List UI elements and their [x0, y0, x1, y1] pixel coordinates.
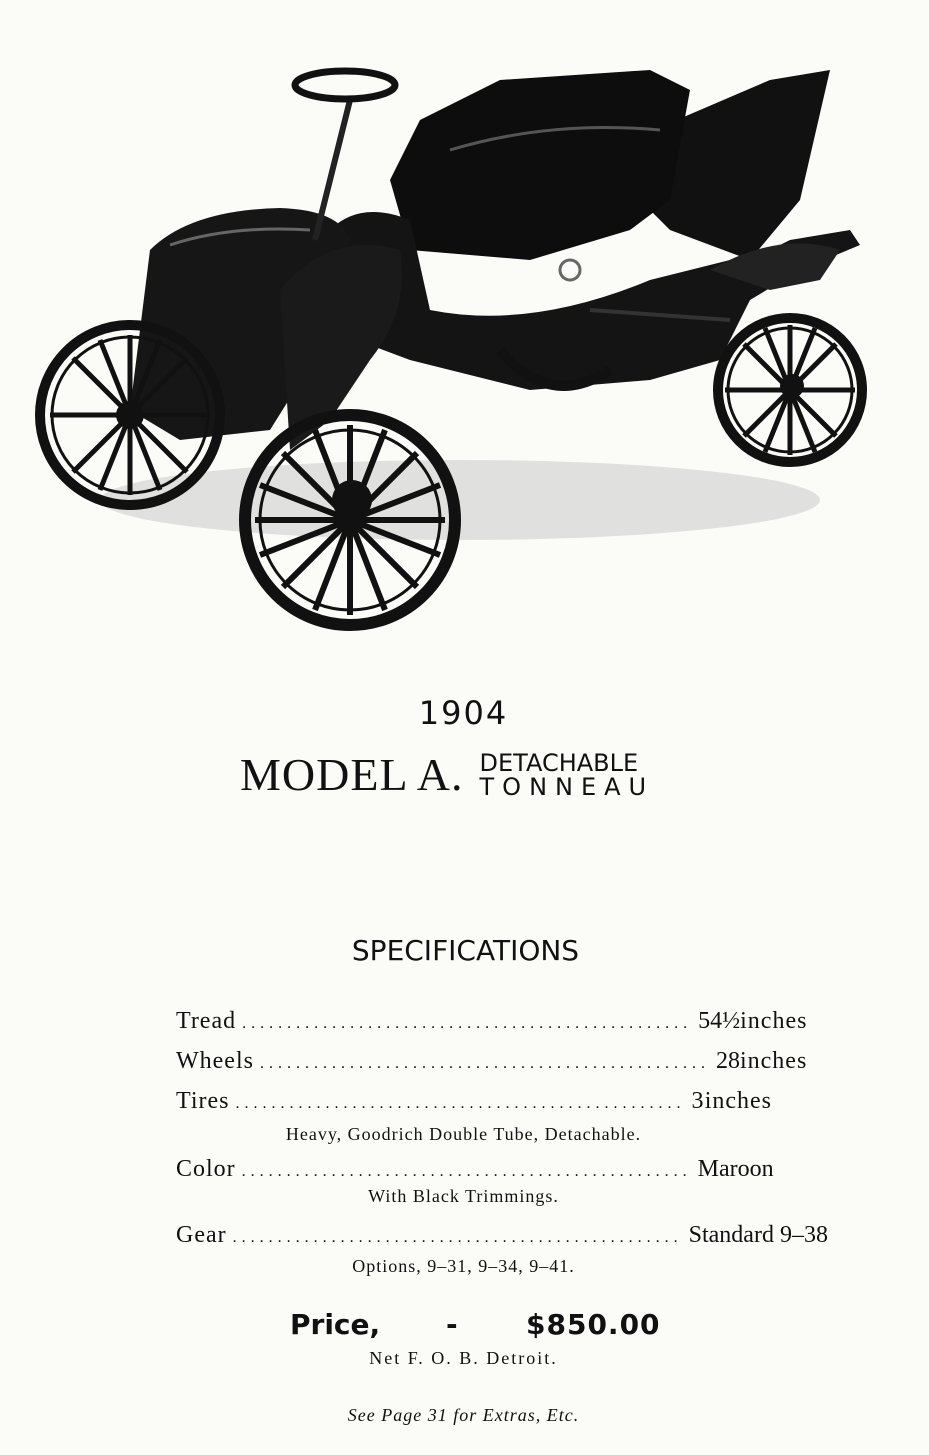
price-dash: -: [446, 1308, 458, 1341]
model-title: [240, 748, 654, 801]
price-line: [290, 1308, 690, 1341]
spec-row-tread: [176, 1008, 808, 1042]
spec-unit: inches: [740, 1008, 808, 1034]
price-label: Price,: [290, 1308, 381, 1341]
model-year: 1904: [418, 694, 509, 732]
spec-label: Wheels: [176, 1048, 254, 1074]
spec-value: Maroon: [697, 1156, 774, 1182]
spec-label: Gear: [176, 1222, 227, 1248]
spec-value: 3: [691, 1088, 704, 1114]
spec-value: 28: [715, 1048, 740, 1074]
spec-row-gear: [176, 1222, 828, 1256]
model-subtitle-line2: TONNEAU: [479, 772, 655, 801]
spec-label: Color: [176, 1156, 236, 1182]
model-subtitle: [479, 748, 655, 801]
spec-row-color: [176, 1156, 772, 1190]
spec-note-tires: Heavy, Goodrich Double Tube, Detachable.: [285, 1124, 642, 1144]
footer-note: See Page 31 for Extras, Etc.: [347, 1405, 580, 1425]
specifications-heading: SPECIFICATIONS: [351, 934, 580, 967]
spec-label: Tires: [176, 1088, 230, 1114]
leader-dots: ..................................................: [259, 1055, 710, 1072]
model-name: MODEL A.: [240, 749, 464, 800]
leader-dots: ..................................................: [232, 1229, 683, 1246]
leader-dots: ..................................................: [241, 1163, 692, 1180]
wheel-icon: [40, 325, 220, 505]
spec-label: Tread: [176, 1008, 237, 1034]
price-value: $850.00: [526, 1308, 661, 1341]
spec-unit: inches: [739, 1048, 808, 1074]
leader-dots: ..................................................: [242, 1015, 693, 1032]
leader-dots: ..................................................: [235, 1095, 686, 1112]
spec-value: Standard 9–38: [688, 1222, 828, 1248]
spec-unit: inches: [704, 1088, 772, 1114]
spec-row-wheels: [176, 1048, 808, 1082]
automobile-illustration-icon: [30, 30, 870, 650]
price-fob: Net F. O. B. Detroit.: [369, 1348, 558, 1368]
spec-value: 54½: [698, 1008, 741, 1034]
spec-row-tires: [176, 1088, 772, 1122]
spec-note-gear: Options, 9–31, 9–34, 9–41.: [352, 1256, 575, 1276]
automobile-illustration: [30, 30, 870, 650]
spec-note-color: With Black Trimmings.: [368, 1186, 559, 1206]
model-subtitle-line1: DETACHABLE: [479, 748, 639, 777]
